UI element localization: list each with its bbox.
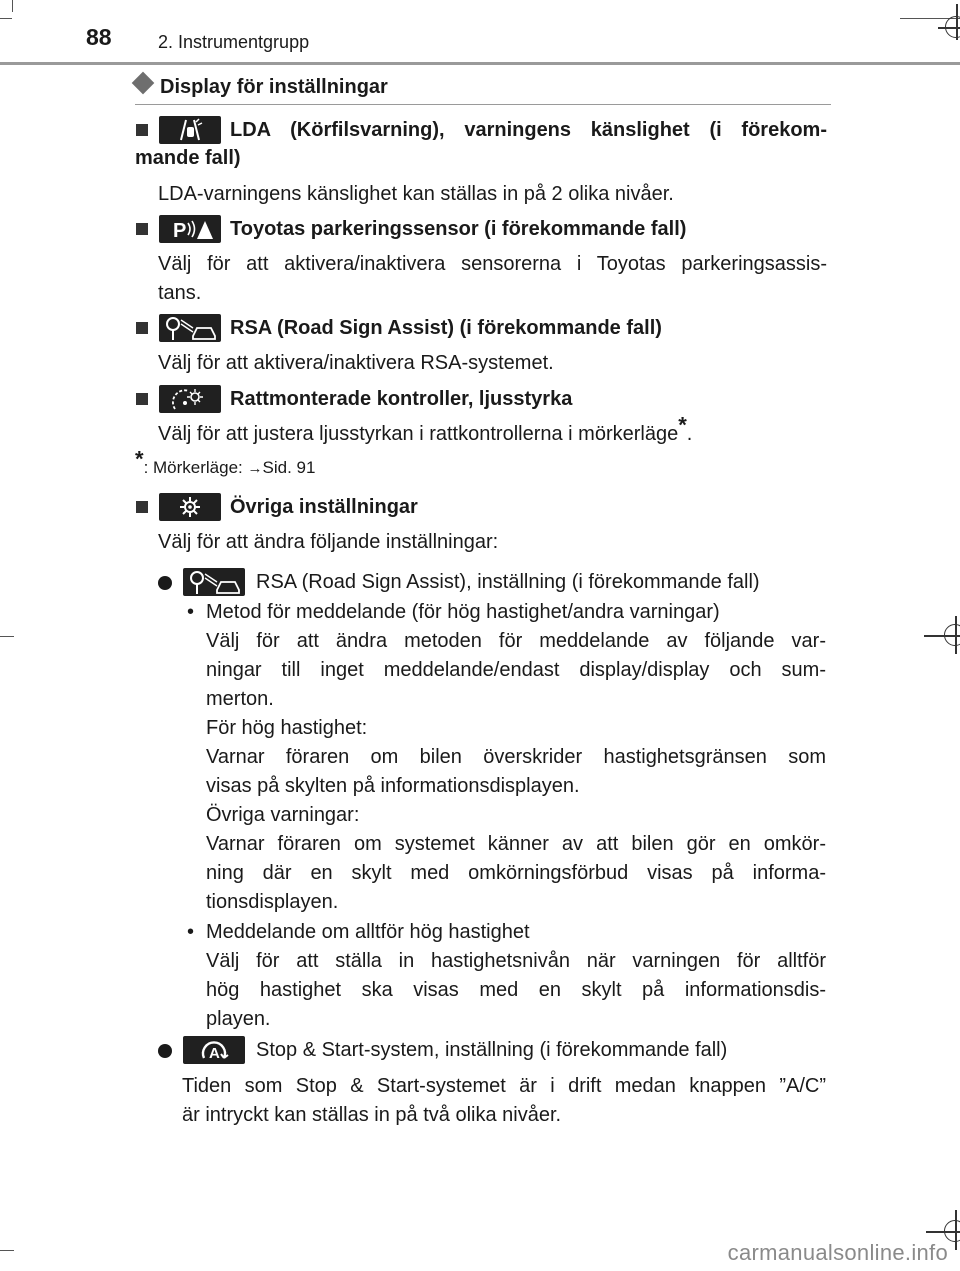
rsa-description: Välj för att aktivera/inaktivera RSA-systemet. bbox=[158, 352, 554, 374]
road-sign-assist-icon bbox=[183, 568, 245, 596]
stop-start-icon bbox=[183, 1036, 245, 1064]
section-rule bbox=[135, 104, 831, 105]
text-line: tionsdisplayen. bbox=[206, 891, 339, 913]
text-line: merton. bbox=[206, 688, 274, 710]
svg-text:A: A bbox=[209, 1045, 220, 1062]
text-line: Välj för att ställa in hastighetsnivån när varningen för alltför bbox=[206, 950, 826, 972]
footnote: *: Mörkerläge: →Sid. 91 bbox=[135, 446, 316, 477]
rsa-method-text bbox=[206, 627, 826, 917]
header-rule bbox=[0, 62, 960, 65]
lda-description: LDA-varningens känslighet kan ställas in på 2 olika nivåer. bbox=[158, 183, 674, 205]
page-reference[interactable]: Sid. 91 bbox=[262, 458, 316, 477]
bullet-icon: • bbox=[187, 601, 195, 623]
lane-departure-icon bbox=[159, 116, 221, 144]
registration-mark-line bbox=[955, 1210, 957, 1250]
svg-text:P: P bbox=[173, 220, 187, 242]
text-line: ningar till inget meddelande/endast display/display och sum- bbox=[206, 659, 826, 681]
footnote-mark: * bbox=[135, 446, 144, 472]
registration-mark-line bbox=[956, 4, 958, 40]
overspeed-text bbox=[206, 947, 826, 1034]
rsa-method-title: Metod för meddelande (för hög hastighet/andra varningar) bbox=[206, 601, 720, 623]
text-line: För hög hastighet: bbox=[206, 717, 368, 739]
steering-switch-brightness-icon bbox=[159, 385, 221, 413]
text-line: playen. bbox=[206, 1008, 271, 1030]
watermark: carmanualsonline.info bbox=[727, 1240, 948, 1265]
overspeed-title: Meddelande om alltför hög hastighet bbox=[206, 921, 530, 943]
section-title: Display för inställningar bbox=[160, 76, 388, 98]
diamond-icon bbox=[132, 72, 155, 95]
round-bullet-icon bbox=[158, 1044, 172, 1058]
arrow-right-icon: → bbox=[247, 460, 263, 477]
square-bullet-icon bbox=[136, 223, 148, 235]
other-settings-title: Övriga inställningar bbox=[230, 496, 418, 518]
page-number: 88 bbox=[86, 24, 112, 50]
parking-description-line-1: Välj för att aktivera/inaktivera sensorerna i Toyotas parkeringsassis- bbox=[158, 253, 827, 275]
rsa-title: RSA (Road Sign Assist) (i förekommande fall) bbox=[230, 317, 662, 339]
crop-mark bbox=[0, 636, 14, 637]
parking-title: Toyotas parkeringssensor (i förekommande fall) bbox=[230, 218, 687, 240]
stop-start-title: Stop & Start-system, inställning (i förekommande fall) bbox=[256, 1039, 728, 1061]
crop-mark bbox=[12, 0, 13, 12]
square-bullet-icon bbox=[136, 124, 148, 136]
steering-title: Rattmonterade kontroller, ljusstyrka bbox=[230, 388, 573, 410]
text-line: Varnar föraren om bilen överskrider hastighetsgränsen som bbox=[206, 746, 826, 768]
parking-sensor-icon bbox=[159, 215, 221, 243]
lda-title-line-2: mande fall) bbox=[135, 147, 241, 169]
crop-mark bbox=[0, 18, 12, 19]
stop-start-description-line-2: är intryckt kan ställas in på två olika nivåer. bbox=[182, 1104, 562, 1126]
bullet-icon: • bbox=[187, 921, 195, 943]
rsa-setting-title: RSA (Road Sign Assist), inställning (i förekommande fall) bbox=[256, 571, 760, 593]
square-bullet-icon bbox=[136, 393, 148, 405]
registration-mark-line bbox=[955, 616, 957, 654]
asterisk: * bbox=[678, 412, 687, 438]
crop-mark bbox=[0, 1250, 14, 1251]
round-bullet-icon bbox=[158, 576, 172, 590]
running-header: 2. Instrumentgrupp bbox=[158, 32, 310, 52]
steering-description: Välj för att justera ljusstyrkan i rattkontrollerna i mörkerläge*. bbox=[158, 412, 693, 445]
text-line: Varnar föraren om systemet känner av att bilen gör en omkör- bbox=[206, 833, 826, 855]
road-sign-assist-icon bbox=[159, 314, 221, 342]
text-line: Övriga varningar: bbox=[206, 804, 360, 826]
text-line: ning där en skylt med omkörningsförbud visas på informa- bbox=[206, 862, 826, 884]
square-bullet-icon bbox=[136, 322, 148, 334]
gear-icon bbox=[159, 493, 221, 521]
text-line: hög hastighet ska visas med en skylt på informationsdis- bbox=[206, 979, 826, 1001]
stop-start-description-line-1: Tiden som Stop & Start-systemet är i drift medan knappen ”A/C” bbox=[182, 1075, 826, 1097]
square-bullet-icon bbox=[136, 501, 148, 513]
lda-title-line-1: LDA (Körfilsvarning), varningens känslighet (i förekom- bbox=[230, 119, 827, 141]
text-line: visas på skylten på informationsdisplayen. bbox=[206, 775, 580, 797]
parking-description-line-2: tans. bbox=[158, 282, 202, 304]
text-line: Välj för att ändra metoden för meddelande av följande var- bbox=[206, 630, 826, 652]
other-settings-description: Välj för att ändra följande inställningar: bbox=[158, 531, 499, 553]
